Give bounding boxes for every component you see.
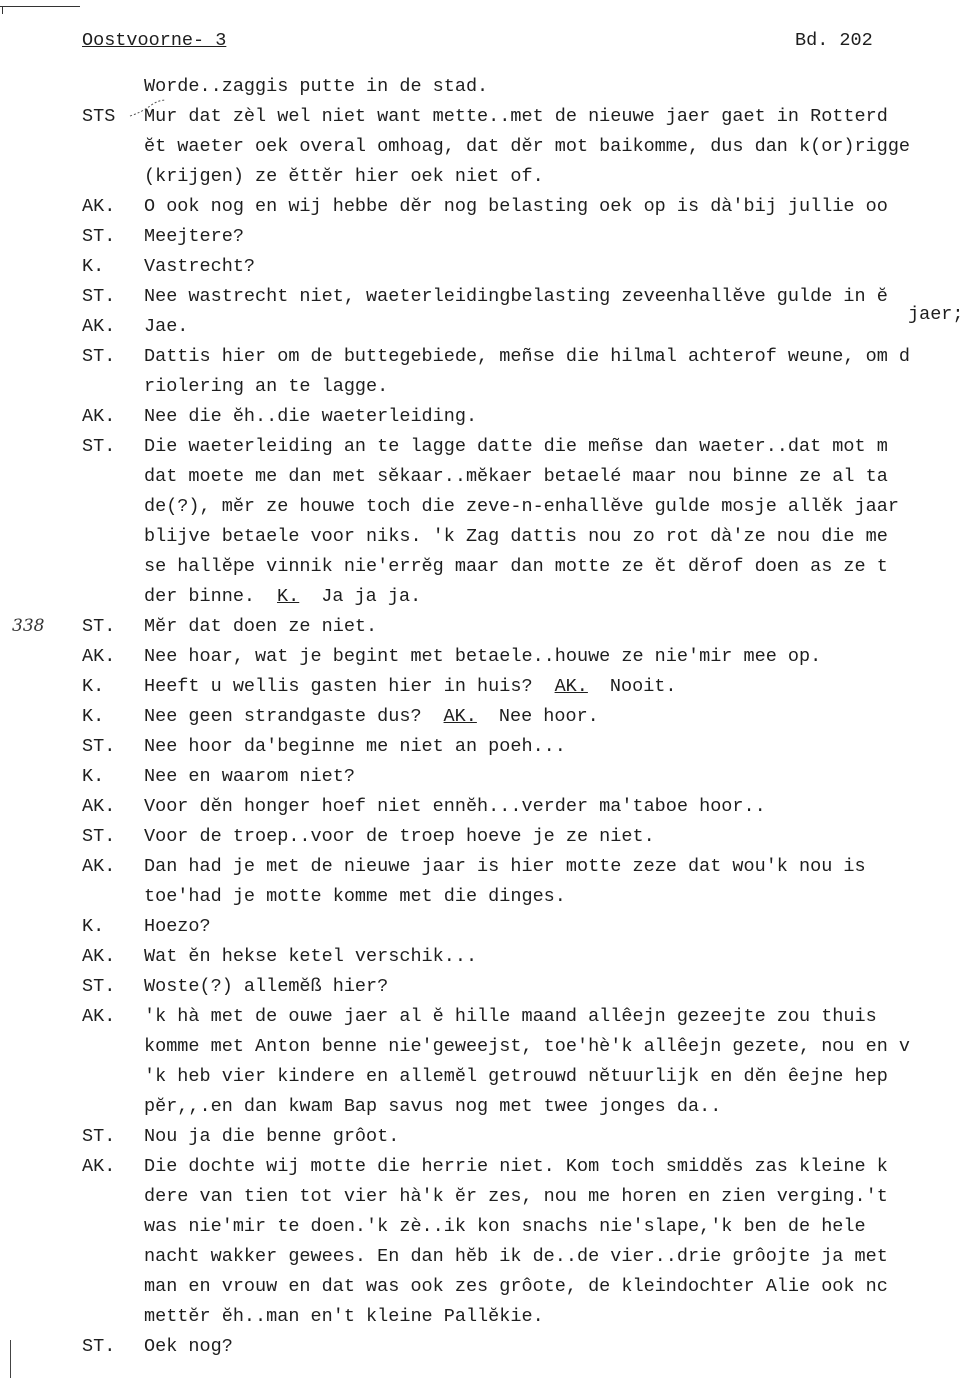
utterance-text bbox=[144, 1036, 910, 1057]
speaker-label: AK. bbox=[82, 316, 116, 337]
utterance-main: toe'had je motte komme met die dinges. bbox=[144, 886, 566, 907]
inline-speaker-label: AK. bbox=[554, 676, 588, 697]
utterance-text bbox=[144, 106, 888, 127]
utterance-main: O ook nog en wij hebbe dĕr nog belasting oek op is dà'bij jullie oo bbox=[144, 196, 888, 217]
speaker-label: K. bbox=[82, 676, 105, 697]
transcript-line bbox=[0, 1126, 966, 1156]
transcript-line bbox=[0, 406, 966, 436]
utterance-text bbox=[144, 646, 821, 667]
utterance-text bbox=[144, 226, 244, 247]
speaker-label: STS bbox=[82, 106, 116, 127]
speaker-label: AK. bbox=[82, 856, 116, 877]
transcript-line bbox=[0, 586, 966, 616]
utterance-main: komme met Anton benne nie'geweejst, toe'hè'k allêejn gezete, nou en v bbox=[144, 1036, 911, 1057]
transcript-line bbox=[0, 1036, 966, 1066]
utterance-text bbox=[144, 286, 888, 307]
utterance-text bbox=[144, 706, 599, 727]
line-end-continuation: jaer; bbox=[908, 304, 964, 325]
transcript-line bbox=[0, 1006, 966, 1036]
transcript-line bbox=[0, 496, 966, 526]
speaker-label: AK. bbox=[82, 1156, 116, 1177]
speaker-label: ST. bbox=[82, 976, 116, 997]
utterance-main: der binne. bbox=[144, 586, 256, 607]
utterance-main: ĕt waeter oek overal omhoag, dat dĕr mot baikomme, dus dan k(or)rigge bbox=[144, 136, 911, 157]
utterance-main: 'k heb vier kindere en allemĕl getrouwd nĕtuurlijk en dĕn êejne hep bbox=[144, 1066, 888, 1087]
utterance-main: blijve betaele voor niks. 'k Zag dattis nou zo rot dà'ze nou die me bbox=[144, 526, 888, 547]
utterance-main: Jae. bbox=[144, 316, 189, 337]
utterance-main: Heeft u wellis gasten hier in huis? bbox=[144, 676, 533, 697]
utterance-text bbox=[144, 256, 255, 277]
speaker-label: ST. bbox=[82, 286, 116, 307]
utterance-main: Die waeterleiding an te lagge datte die meñse dan waeter..dat mot m bbox=[144, 436, 888, 457]
speaker-label: ST. bbox=[82, 736, 116, 757]
utterance-main: Woste(?) allemĕß hier? bbox=[144, 976, 389, 997]
utterance-text bbox=[144, 1276, 888, 1297]
transcript-line bbox=[0, 556, 966, 586]
utterance-text bbox=[144, 196, 888, 217]
utterance-text bbox=[144, 976, 388, 997]
inline-utterance: Ja ja ja. bbox=[321, 586, 422, 607]
utterance-text bbox=[144, 856, 866, 877]
utterance-main: man en vrouw en dat was ook zes grôote, de kleindochter Alie ook nc bbox=[144, 1276, 888, 1297]
speaker-label: K. bbox=[82, 916, 105, 937]
utterance-main: pĕr,,.en dan kwam Bap savus nog met twee jonges da.. bbox=[144, 1096, 722, 1117]
margin-line bbox=[10, 1340, 11, 1378]
utterance-text bbox=[144, 676, 677, 697]
utterance-text bbox=[144, 1006, 877, 1027]
transcript-line bbox=[0, 1306, 966, 1336]
transcript-line bbox=[0, 646, 966, 676]
utterance-text bbox=[144, 436, 888, 457]
utterance-text bbox=[144, 1066, 888, 1087]
utterance-main: Vastrecht? bbox=[144, 256, 256, 277]
transcript-line bbox=[0, 706, 966, 736]
transcript-line bbox=[0, 826, 966, 856]
utterance-text bbox=[144, 136, 910, 157]
utterance-text bbox=[144, 1306, 544, 1327]
utterance-text bbox=[144, 796, 766, 817]
utterance-main: Voor de troep..voor de troep hoeve je ze niet. bbox=[144, 826, 655, 847]
speaker-label: AK. bbox=[82, 796, 116, 817]
utterance-text bbox=[144, 1156, 888, 1177]
transcript-line bbox=[0, 286, 966, 316]
utterance-main: nacht wakker gewees. En dan hĕb ik de..de vier..drie grôojte ja met bbox=[144, 1246, 888, 1267]
transcript-line bbox=[0, 1186, 966, 1216]
utterance-text bbox=[144, 76, 488, 97]
utterance-main: mettĕr ĕh..man en't kleine Pallĕkie. bbox=[144, 1306, 544, 1327]
transcript-line bbox=[0, 526, 966, 556]
utterance-text bbox=[144, 166, 544, 187]
speaker-label: ST. bbox=[82, 1336, 116, 1357]
utterance-main: Worde..zaggis putte in de stad. bbox=[144, 76, 489, 97]
transcript-line bbox=[0, 256, 966, 286]
inline-utterance: Nooit. bbox=[609, 676, 677, 697]
transcript-line bbox=[0, 196, 966, 226]
utterance-text bbox=[144, 1126, 399, 1147]
utterance-main: Nee hoar, wat je begint met betaele..houwe ze nie'mir mee op. bbox=[144, 646, 822, 667]
transcript-line bbox=[0, 856, 966, 886]
utterance-text bbox=[144, 916, 211, 937]
speaker-label: AK. bbox=[82, 946, 116, 967]
utterance-text bbox=[144, 346, 910, 367]
utterance-text bbox=[144, 316, 188, 337]
transcript-line bbox=[0, 1276, 966, 1306]
utterance-main: Wat ĕn hekse ketel verschik... bbox=[144, 946, 478, 967]
utterance-text bbox=[144, 466, 888, 487]
transcript-line bbox=[0, 976, 966, 1006]
utterance-main: Nou ja die benne grôot. bbox=[144, 1126, 400, 1147]
utterance-main: Meejtere? bbox=[144, 226, 244, 247]
transcript-line bbox=[0, 796, 966, 826]
utterance-text bbox=[144, 1186, 888, 1207]
utterance-text bbox=[144, 826, 655, 847]
page-title-text: Oostvoorne- 3 bbox=[82, 30, 227, 51]
utterance-main: Dan had je met de nieuwe jaar is hier motte zeze dat wou'k nou is bbox=[144, 856, 866, 877]
utterance-text bbox=[144, 406, 477, 427]
speaker-label: AK. bbox=[82, 406, 116, 427]
inline-speaker-label: AK. bbox=[443, 706, 477, 727]
transcript-line bbox=[0, 736, 966, 766]
transcript-line bbox=[0, 1156, 966, 1186]
utterance-main: dat moete me dan met sĕkaar..mĕkaer betaelé maar nou binne ze al ta bbox=[144, 466, 888, 487]
transcript-line bbox=[0, 916, 966, 946]
utterance-text bbox=[144, 1216, 866, 1237]
speaker-label: K. bbox=[82, 256, 105, 277]
utterance-main: (krijgen) ze ĕttĕr hier oek niet of. bbox=[144, 166, 544, 187]
utterance-main: de(?), mĕr ze houwe toch die zeve-n-enhallĕve gulde mosje allĕk jaar bbox=[144, 496, 899, 517]
utterance-text bbox=[144, 886, 566, 907]
utterance-text bbox=[144, 1096, 721, 1117]
corner-line bbox=[0, 6, 80, 7]
utterance-main: Voor dĕn honger hoef niet ennĕh...verder ma'taboe hoor.. bbox=[144, 796, 766, 817]
utterance-text bbox=[144, 556, 888, 577]
speaker-label: ST. bbox=[82, 1126, 116, 1147]
utterance-text bbox=[144, 496, 899, 517]
utterance-main: Oek nog? bbox=[144, 1336, 233, 1357]
utterance-text bbox=[144, 946, 477, 967]
transcript-line bbox=[0, 946, 966, 976]
utterance-text bbox=[144, 736, 566, 757]
inline-utterance: Nee hoor. bbox=[498, 706, 599, 727]
utterance-main: Nee die ĕh..die waeterleiding. bbox=[144, 406, 478, 427]
speaker-label: K. bbox=[82, 706, 105, 727]
transcript-line bbox=[0, 886, 966, 916]
pen-scribble-mark bbox=[128, 98, 168, 118]
transcript-line bbox=[0, 166, 966, 196]
speaker-label: ST. bbox=[82, 346, 116, 367]
utterance-text bbox=[144, 1336, 233, 1357]
transcript-line bbox=[0, 1216, 966, 1246]
transcript-line bbox=[0, 676, 966, 706]
utterance-main: Nee en waarom niet? bbox=[144, 766, 355, 787]
volume-number: Bd. 202 bbox=[795, 30, 873, 51]
speaker-label: ST. bbox=[82, 226, 116, 247]
utterance-main: dere van tien tot vier hà'k ĕr zes, nou me horen en zien verging.'t bbox=[144, 1186, 888, 1207]
utterance-main: Nee wastrecht niet, waeterleidingbelasting zeveenhallĕve gulde in ĕ bbox=[144, 286, 888, 307]
page-header bbox=[82, 30, 966, 54]
utterance-text bbox=[144, 586, 421, 607]
utterance-main: Mur dat zèl wel niet want mette..met de nieuwe jaer gaet in Rotterd bbox=[144, 106, 888, 127]
utterance-text bbox=[144, 1246, 888, 1267]
utterance-main: Hoezo? bbox=[144, 916, 211, 937]
transcript-line bbox=[0, 1336, 966, 1366]
transcript-line bbox=[0, 436, 966, 466]
utterance-main: se hallĕpe vinnik nie'errĕg maar dan motte ze ĕt dĕrof doen as ze t bbox=[144, 556, 888, 577]
speaker-label: ST. bbox=[82, 616, 116, 637]
utterance-text bbox=[144, 616, 377, 637]
speaker-label: ST. bbox=[82, 826, 116, 847]
transcript-line bbox=[0, 466, 966, 496]
utterance-main: Die dochte wij motte die herrie niet. Kom toch smiddĕs zas kleine k bbox=[144, 1156, 888, 1177]
transcript-line bbox=[0, 136, 966, 166]
utterance-main: riolering an te lagge. bbox=[144, 376, 389, 397]
speaker-label: AK. bbox=[82, 196, 116, 217]
utterance-text bbox=[144, 526, 888, 547]
transcript-line bbox=[0, 304, 966, 346]
transcript-line bbox=[0, 226, 966, 256]
utterance-text bbox=[144, 376, 388, 397]
transcript-line bbox=[0, 1246, 966, 1276]
transcript-line bbox=[0, 376, 966, 406]
utterance-text bbox=[144, 766, 355, 787]
speaker-label: K. bbox=[82, 766, 105, 787]
transcript-line bbox=[0, 1096, 966, 1126]
transcript-line bbox=[0, 766, 966, 796]
speaker-label: ST. bbox=[82, 436, 116, 457]
utterance-main: Nee hoor da'beginne me niet an poeh... bbox=[144, 736, 566, 757]
transcript-line bbox=[0, 1066, 966, 1096]
transcript-line bbox=[0, 346, 966, 376]
utterance-main: Dattis hier om de buttegebiede, meñse die hilmal achterof weune, om d bbox=[144, 346, 911, 367]
margin-page-note: 338 bbox=[12, 616, 45, 636]
corner-tick bbox=[2, 6, 3, 14]
utterance-main: 'k hà met de ouwe jaer al ĕ hille maand allêejn gezeejte zou thuis bbox=[144, 1006, 877, 1027]
speaker-label: AK. bbox=[82, 646, 116, 667]
page-title bbox=[82, 30, 226, 51]
utterance-main: was nie'mir te doen.'k zè..ik kon snachs nie'slape,'k ben de hele bbox=[144, 1216, 866, 1237]
inline-speaker-label: K. bbox=[277, 586, 300, 607]
speaker-label: AK. bbox=[82, 1006, 116, 1027]
utterance-main: Nee geen strandgaste dus? bbox=[144, 706, 422, 727]
utterance-main: Mĕr dat doen ze niet. bbox=[144, 616, 378, 637]
transcript-body bbox=[0, 76, 966, 1366]
transcript-line bbox=[0, 616, 966, 646]
